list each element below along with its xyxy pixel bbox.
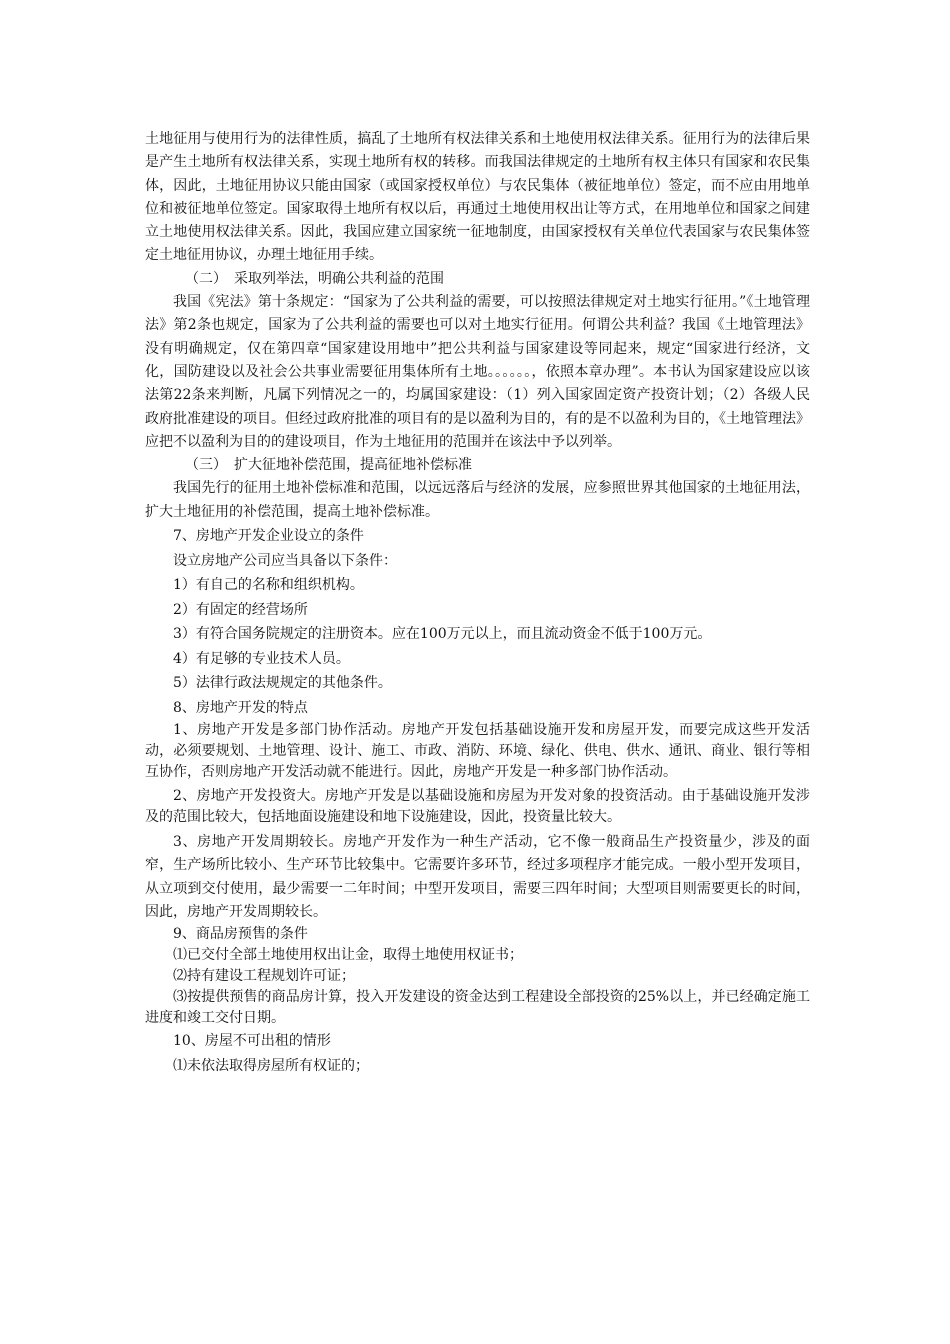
paragraph-land-expropriation-nature: 土地征用与使用行为的法律性质，搞乱了土地所有权法律关系和土地使用权法律关系。征用行为的法律后果是产生土地所有权法律关系，实现土地所有权的转移。而我国法律规定的土地所有权主体只有国家和农民集体，因此，土地征用协议只能由国家（或国家授权单位）与农民集体（被征地单位）签定，而不应由用地单位和被征地单位签定。国家取得土地所有权以后，再通过土地使用权出让等方式，在用地单位和国家之间建立土地使用权法律关系。因此，我国应建立国家统一征地制度，由国家授权有关单位代表国家与农民集体签定土地征用协议，办理土地征用手续。	[145, 131, 810, 264]
list-item: 2）有固定的经营场所	[173, 601, 308, 618]
list-item: ⑶按提供预售的商品房计算，投入开发建设的资金达到工程建设全部投资的25%以上，并已经确定施工进度和竣工交付日期。	[145, 989, 810, 1027]
document-page	[145, 128, 810, 1078]
heading-compensation: （三） 扩大征地补偿范围，提高征地补偿标准	[185, 457, 472, 474]
list-item: 3）有符合国务院规定的注册资本。应在100万元以上，而且流动资金不低于100万元。	[173, 626, 712, 643]
paragraph-public-interest: 我国《宪法》第十条规定：“国家为了公共利益的需要，可以按照法律规定对土地实行征用。”《土地管理法》第2条也规定，国家为了公共利益的需要也可以对土地实行征用。何谓公共利益？我国《土地管理法》没有明确规定，仅在第四章“国家建设用地中”把公共利益与国家建设等同起来，规定“国家进行经济，文化，国防建设以及社会公共事业需要征用集体所有土地。。。。。。，依照本章办理”。本书认为国家建设应以该法第22条来判断，凡属下列情况之一的，均属国家建设：（1）列入国家固定资产投资计划；（2）各级人民政府批准建设的项目。但经过政府批准的项目有的是以盈利为目的，有的是不以盈利为目的，《土地管理法》应把不以盈利为目的的建设项目，作为土地征用的范围并在该法中予以列举。	[145, 294, 810, 450]
heading-public-interest: （二） 采取列举法，明确公共利益的范围	[185, 270, 444, 287]
list-item: 1）有自己的名称和组织机构。	[173, 577, 364, 594]
section-9-title: 9、商品房预售的条件	[173, 926, 308, 943]
paragraph-compensation: 我国先行的征用土地补偿标准和范围，以远远落后与经济的发展，应参照世界其他国家的土地征用法，扩大土地征用的补偿范围，提高土地补偿标准。	[145, 480, 810, 520]
section-7-title: 7、房地产开发企业设立的条件	[173, 528, 364, 545]
section-10-title: 10、房屋不可出租的情形	[173, 1033, 331, 1050]
list-item: 4）有足够的专业技术人员。	[173, 650, 350, 667]
section-8-paragraph-3: 3、房地产开发周期较长。房地产开发作为一种生产活动，它不像一般商品生产投资量少，涉及的面窄，生产场所比较小、生产环节比较集中。它需要许多环节，经过多项程序才能完成。一般小型开发项目，从立项到交付使用，最少需要一二年时间；中型开发项目，需要三四年时间；大型项目则需要更长的时间，因此，房地产开发周期较长。	[145, 834, 810, 920]
section-7-intro: 设立房地产公司应当具备以下条件：	[173, 552, 397, 569]
section-8-paragraph-1: 1、房地产开发是多部门协作活动。房地产开发包括基础设施开发和房屋开发，而要完成这些开发活动，必须要规划、土地管理、设计、施工、市政、消防、环境、绿化、供电、供水、通讯、商业、银行等相互协作，否则房地产开发活动就不能进行。因此，房地产开发是一种多部门协作活动。	[145, 722, 810, 781]
section-8-paragraph-2: 2、房地产开发投资大。房地产开发是以基础设施和房屋为开发对象的投资活动。由于基础设施开发涉及的范围比较大，包括地面设施建设和地下设施建设，因此，投资量比较大。	[145, 788, 810, 826]
list-item: 5）法律行政法规规定的其他条件。	[173, 675, 392, 692]
list-item: ⑴已交付全部土地使用权出让金，取得土地使用权证书；	[173, 947, 523, 964]
list-item: ⑵持有建设工程规划许可证；	[173, 968, 355, 985]
list-item: ⑴未依法取得房屋所有权证的；	[173, 1057, 369, 1074]
section-8-title: 8、房地产开发的特点	[173, 699, 308, 716]
